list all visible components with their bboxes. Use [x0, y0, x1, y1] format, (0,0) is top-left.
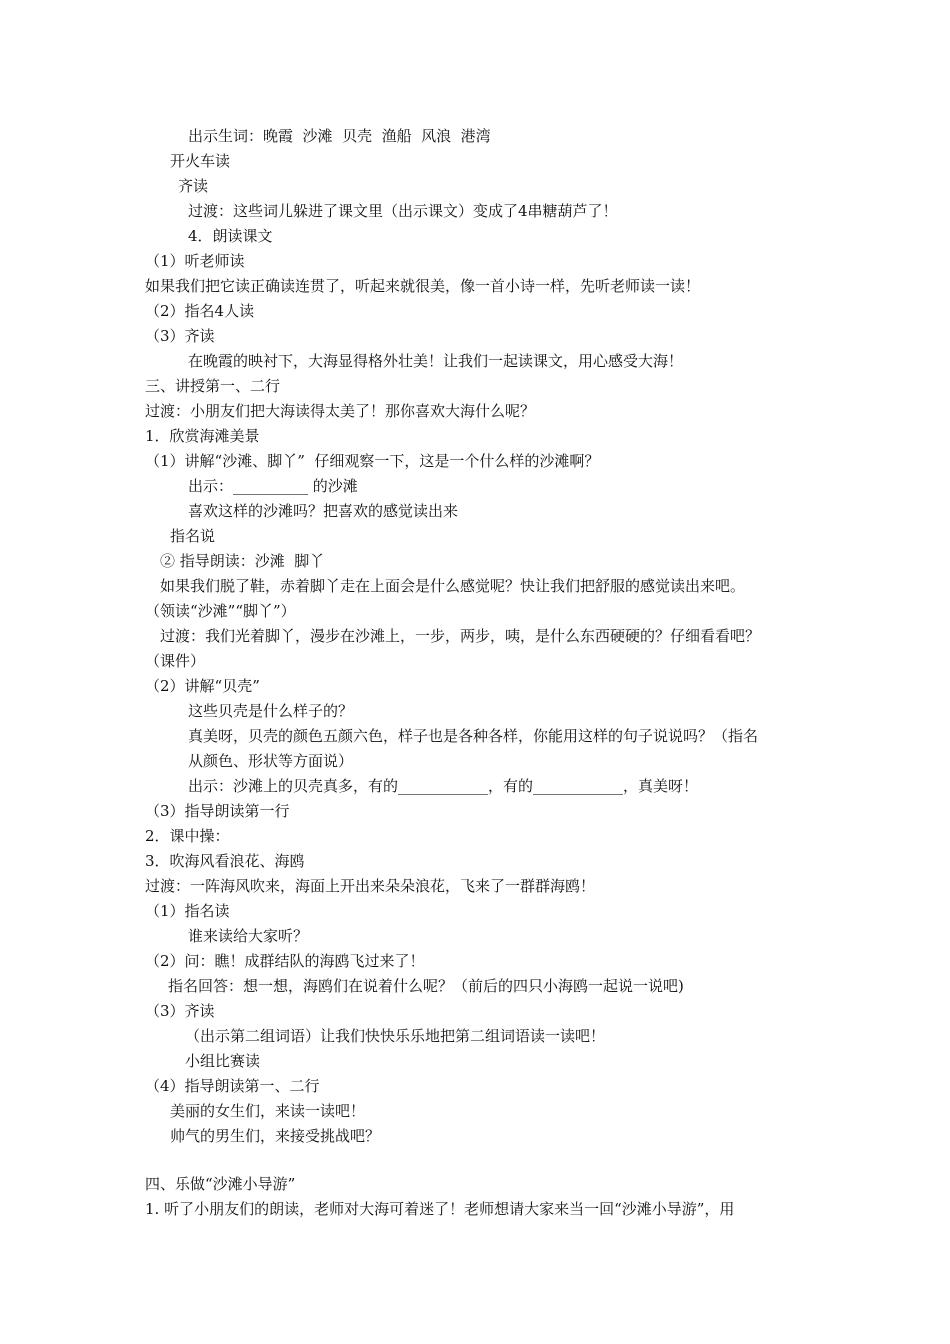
text-line: 真美呀，贝壳的颜色五颜六色，样子也是各种各样，你能用这样的句子说说吗？（指名: [188, 727, 759, 745]
text-line: （1）指名读: [145, 902, 230, 920]
text-line: （1）讲解“沙滩、脚丫” 仔细观察一下，这是一个什么样的沙滩啊？: [145, 452, 600, 470]
text-line: 过渡：这些词儿躲进了课文里（出示课文）变成了4串糖葫芦了！: [188, 202, 618, 220]
text-line: （1）听老师读: [145, 252, 245, 270]
text-line: 美丽的女生们，来读一读吧！: [170, 1102, 366, 1120]
text-line: 在晚霞的映衬下，大海显得格外壮美！让我们一起读课文，用心感受大海！: [188, 352, 684, 370]
text-line: （出示第二组词语）让我们快快乐乐地把第二组词语读一读吧！: [185, 1027, 606, 1045]
text-line: 如果我们把它读正确读连贯了，听起来就很美，像一首小诗一样，先听老师读一读！: [145, 277, 701, 295]
text-line: 出示：__________ 的沙滩: [188, 477, 358, 495]
text-line: 过渡：我们光着脚丫，漫步在沙滩上，一步，两步，咦，是什么东西硬硬的？仔细看看吧？: [160, 627, 761, 645]
text-line: 指名说: [170, 527, 216, 545]
text-line: 指名回答：想一想，海鸥们在说着什么呢？（前后的四只小海鸥一起说一说吧): [168, 977, 684, 995]
text-line: 过渡：小朋友们把大海读得太美了！那你喜欢大海什么呢？: [145, 402, 536, 420]
text-line: ② 指导朗读：沙滩 脚丫: [160, 552, 325, 570]
text-line: （2）指名4人读: [145, 302, 255, 320]
text-line: 这些贝壳是什么样子的？: [188, 702, 354, 720]
text-line: 1．欣赏海滩美景: [145, 427, 260, 445]
section-heading: 四、乐做“沙滩小导游”: [145, 1175, 296, 1193]
text-line: 4．朗读课文: [188, 227, 273, 245]
text-line: （3）指导朗读第一行: [145, 802, 290, 820]
text-line: 喜欢这样的沙滩吗？把喜欢的感觉读出来: [188, 502, 459, 520]
text-line: 过渡：一阵海风吹来，海面上开出来朵朵浪花，飞来了一群群海鸥！: [145, 877, 596, 895]
text-line: 谁来读给大家听？: [188, 927, 309, 945]
text-line: 2．课中操：: [145, 827, 230, 845]
text-line: （4）指导朗读第一、二行: [145, 1077, 320, 1095]
text-line: 帅气的男生们，来接受挑战吧？: [170, 1127, 381, 1145]
text-line: 齐读: [178, 177, 209, 195]
text-line: 出示生词：晚霞 沙滩 贝壳 渔船 风浪 港湾: [188, 127, 491, 145]
text-line: （领读“沙滩”“脚丫”）: [145, 602, 296, 620]
text-line: （3）齐读: [145, 1002, 215, 1020]
section-heading: 三、讲授第一、二行: [145, 377, 281, 395]
text-line: 开火车读: [170, 152, 231, 170]
text-line: （2）问：瞧！成群结队的海鸥飞过来了！: [145, 952, 425, 970]
text-line: （3）齐读: [145, 327, 215, 345]
text-line: （课件）: [145, 652, 206, 670]
text-line: 3．吹海风看浪花、海鸥: [145, 852, 305, 870]
text-line: 1. 听了小朋友们的朗读，老师对大海可着迷了！老师想请大家来当一回“沙滩小导游”，用: [145, 1200, 735, 1218]
text-line: 小组比赛读: [185, 1052, 261, 1070]
text-line: 从颜色、形状等方面说）: [188, 752, 354, 770]
text-line: 出示：沙滩上的贝壳真多，有的____________，有的____________，真美呀！: [188, 777, 699, 795]
text-line: （2）讲解“贝壳”: [145, 677, 260, 695]
text-line: 如果我们脱了鞋，赤着脚丫走在上面会是什么感觉呢？快让我们把舒服的感觉读出来吧。: [160, 577, 746, 595]
